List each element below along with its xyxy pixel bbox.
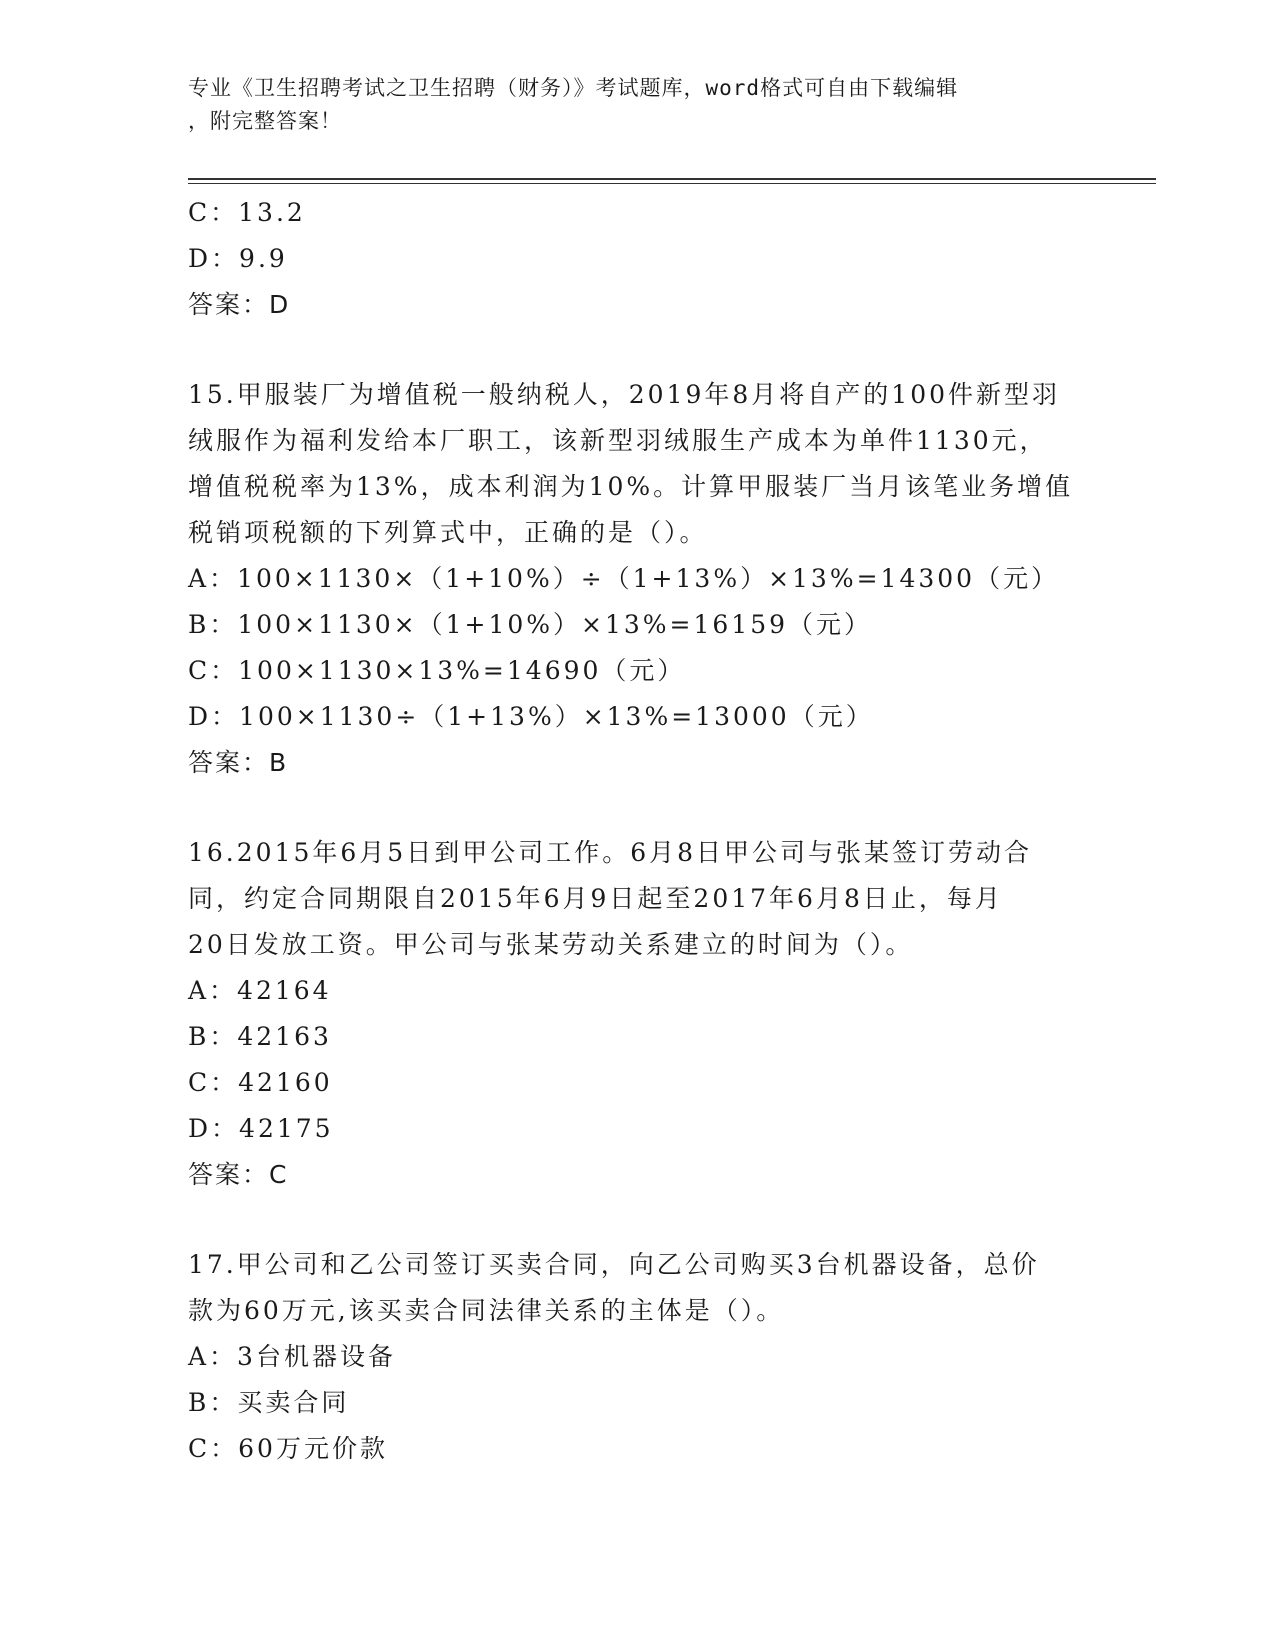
option-b: B：100×1130×（1+10%）×13%=16159（元） (188, 610, 873, 639)
header-line-2: ，附完整答案！ (188, 109, 342, 133)
header-line-1: 专业《卫生招聘考试之卫生招聘（财务）》考试题库，word格式可自由下载编辑 (188, 76, 959, 100)
document-header (188, 72, 1088, 138)
question-stem-line: 绒服作为福利发给本厂职工，该新型羽绒服生产成本为单件1130元， (188, 426, 1048, 455)
option-d: D：9.9 (188, 244, 288, 273)
option-d: D：100×1130÷（1+13%）×13%=13000（元） (188, 702, 874, 731)
question-stem-line: 17.甲公司和乙公司签订买卖合同，向乙公司购买3台机器设备，总价 (188, 1250, 1040, 1279)
question-stem-line: 15.甲服装厂为增值税一般纳税人，2019年8月将自产的100件新型羽 (188, 380, 1061, 409)
answer-line: 答案：B (188, 748, 289, 777)
option-c: C：100×1130×13%=14690（元） (188, 656, 686, 685)
question-stem-line: 税销项税额的下列算式中，正确的是（）。 (188, 518, 708, 547)
question-stem-line: 20日发放工资。甲公司与张某劳动关系建立的时间为（）。 (188, 930, 914, 959)
question-14-tail (188, 190, 1088, 328)
question-stem-line: 同，约定合同期限自2015年6月9日起至2017年6月8日止，每月 (188, 884, 1003, 913)
option-a: A：100×1130×（1+10%）÷（1+13%）×13%=14300（元） (188, 564, 1060, 593)
spacer (188, 1198, 1088, 1242)
option-b: B：42163 (188, 1022, 332, 1051)
spacer (188, 328, 1088, 372)
option-c: C：60万元价款 (188, 1434, 388, 1463)
option-b: B：买卖合同 (188, 1388, 350, 1417)
question-stem-line: 款为60万元,该买卖合同法律关系的主体是（）。 (188, 1296, 785, 1325)
header-divider-thick (188, 178, 1156, 180)
question-17 (188, 1242, 1088, 1472)
answer-line: 答案：D (188, 290, 291, 319)
question-stem-line: 增值税税率为13%，成本利润为10%。计算甲服装厂当月该笔业务增值 (188, 472, 1074, 501)
option-a: A：3台机器设备 (188, 1342, 396, 1371)
header-divider-thin (188, 183, 1156, 184)
document-body (188, 190, 1088, 1472)
question-stem-line: 16.2015年6月5日到甲公司工作。6月8日甲公司与张某签订劳动合 (188, 838, 1033, 867)
answer-line: 答案：C (188, 1160, 289, 1189)
spacer (188, 786, 1088, 830)
question-16 (188, 830, 1088, 1198)
option-c: C：42160 (188, 1068, 333, 1097)
option-a: A：42164 (188, 976, 332, 1005)
option-c: C：13.2 (188, 198, 306, 227)
option-d: D：42175 (188, 1114, 334, 1143)
question-15 (188, 372, 1088, 786)
